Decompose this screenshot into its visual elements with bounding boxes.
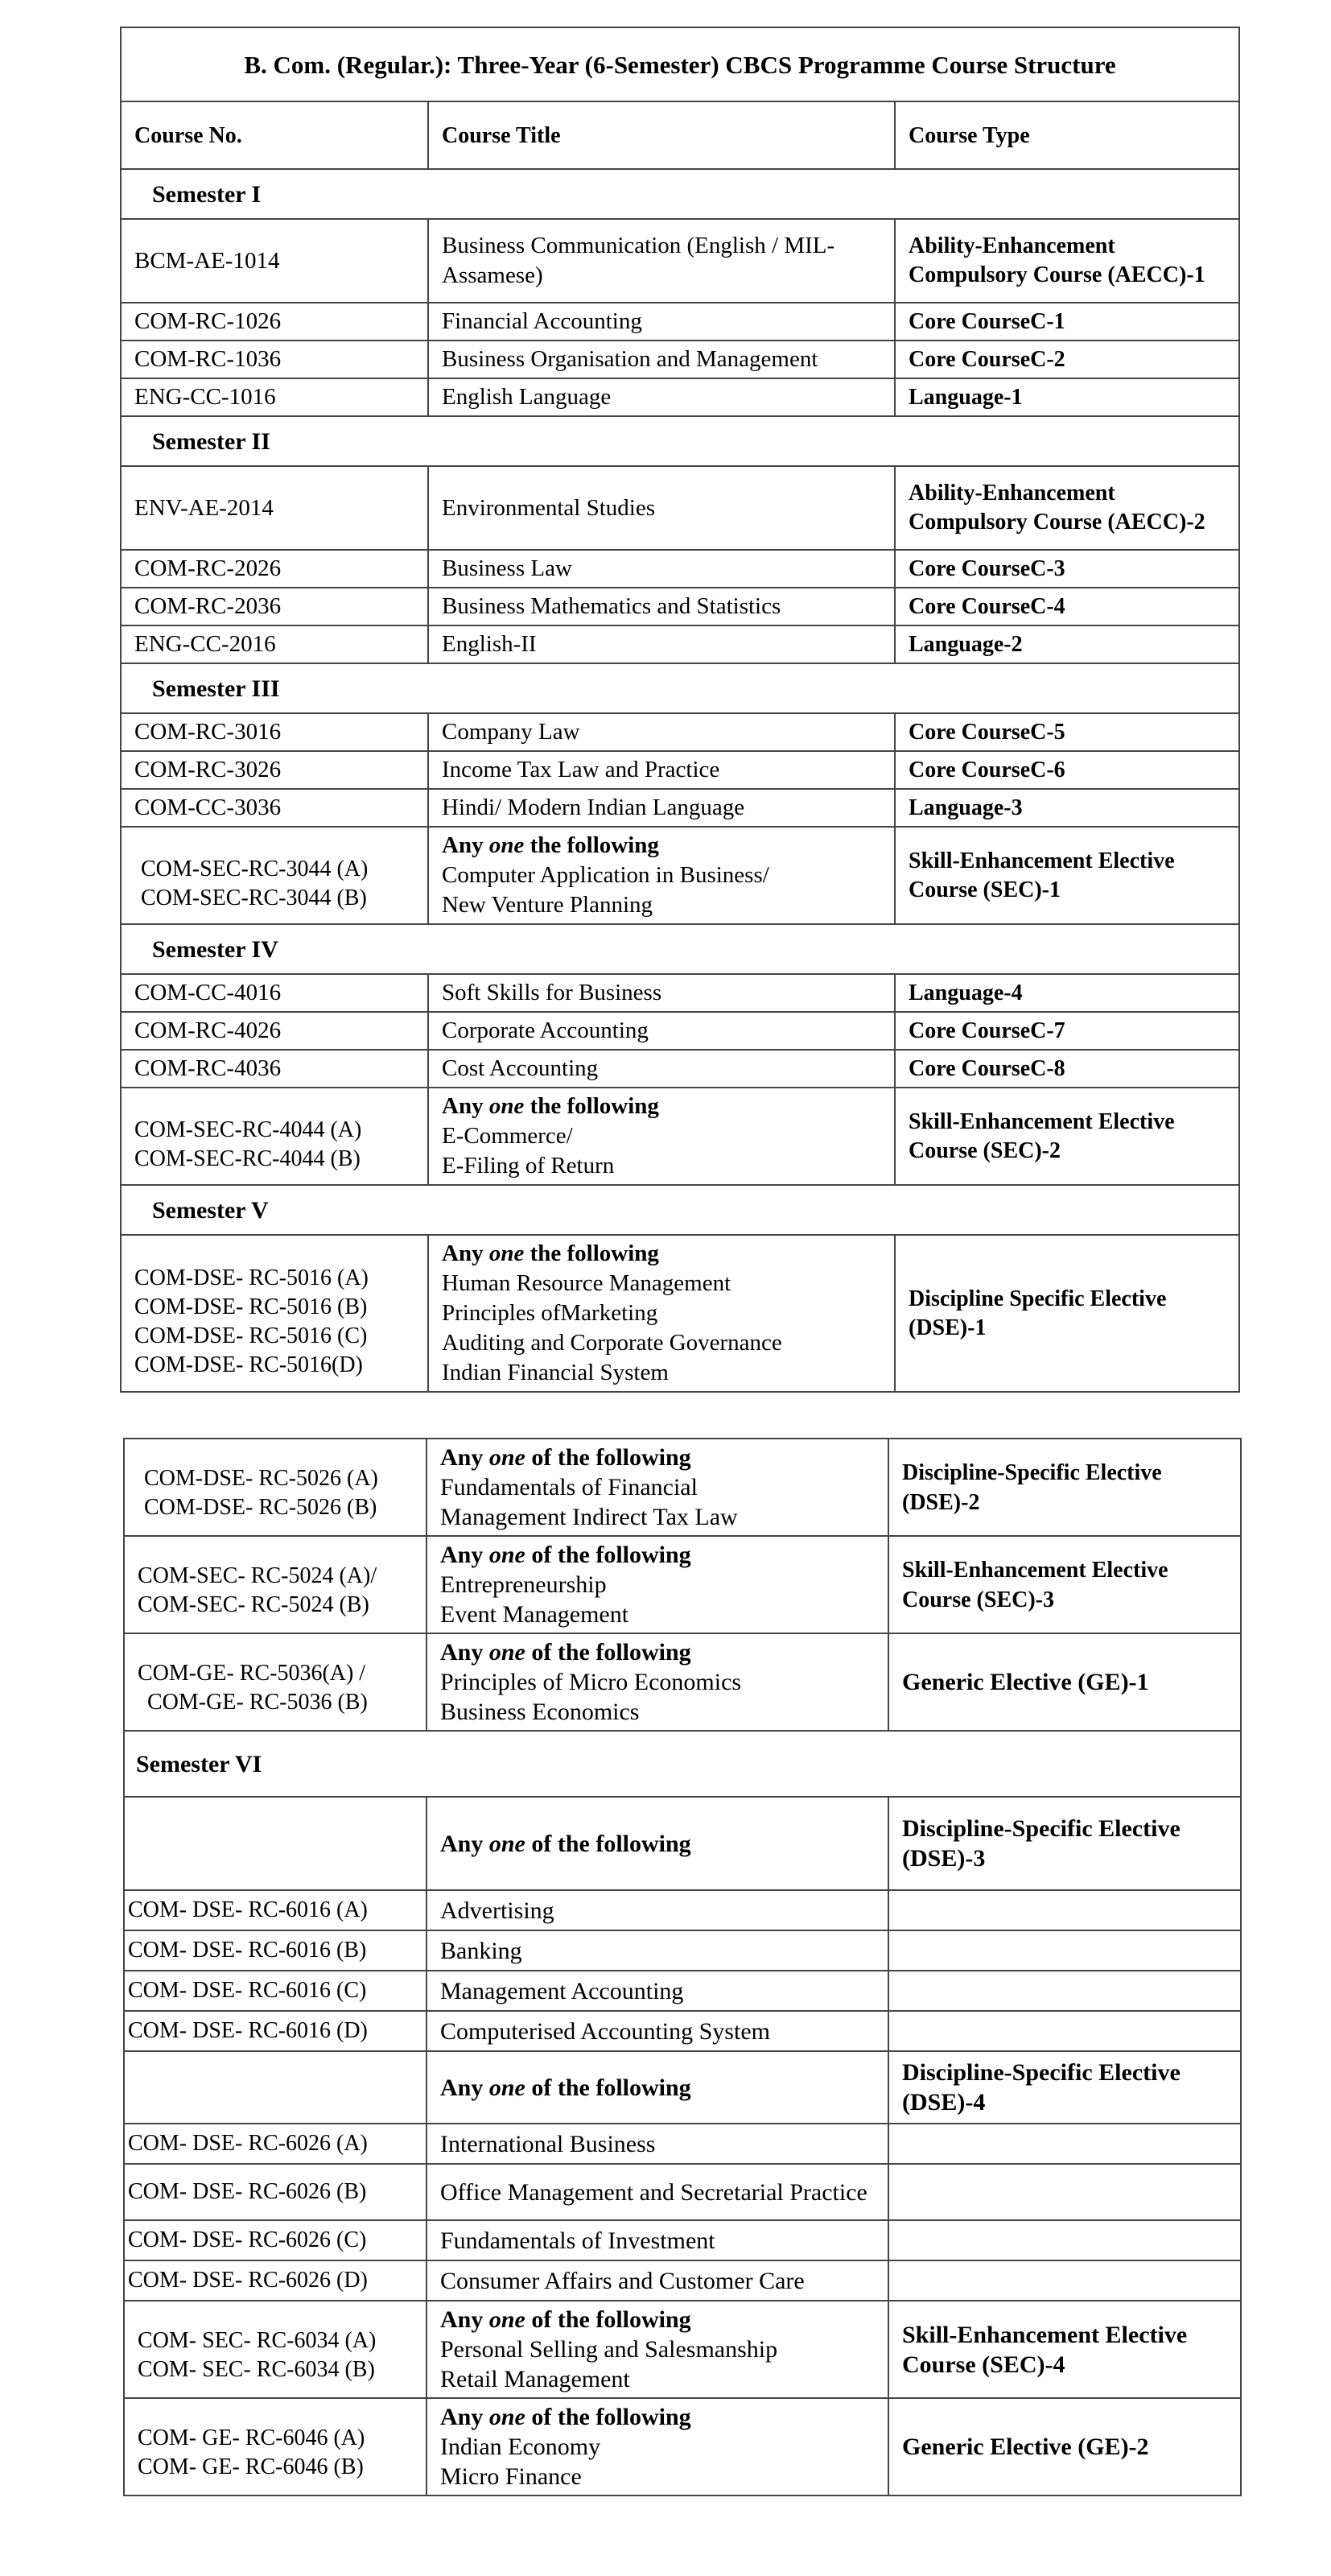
course-type: Core CourseC-7 <box>895 1012 1239 1050</box>
course-title: International Business <box>426 2124 888 2164</box>
table-row <box>121 1012 1239 1050</box>
course-code: COM-CC-4016 <box>121 974 428 1012</box>
any-one-instruction: Any one of the following <box>440 2404 691 2430</box>
course-code: COM-DSE- RC-5016 (C) <box>134 1323 368 1348</box>
course-title: Consumer Affairs and Customer Care <box>426 2260 888 2301</box>
any-one-instruction: Any one the following <box>442 832 659 858</box>
course-code: COM-RC-2036 <box>121 588 428 625</box>
semester-5-heading: Semester V <box>121 1185 1239 1235</box>
table-row <box>121 713 1239 751</box>
course-title: Computerised Accounting System <box>426 2011 888 2051</box>
table-row <box>121 625 1239 663</box>
course-code: COM- GE- RC-6046 (B) <box>138 2454 364 2479</box>
course-options <box>426 2398 888 2496</box>
header-course-type: Course Type <box>895 101 1239 169</box>
table-row <box>124 1439 1241 1536</box>
course-title: Cost Accounting <box>428 1050 895 1088</box>
course-title: Environmental Studies <box>428 466 895 550</box>
course-options <box>428 1235 895 1392</box>
course-code-group <box>124 1439 426 1536</box>
course-code: BCM-AE-1014 <box>121 219 428 303</box>
course-code: COM-RC-2026 <box>121 550 428 588</box>
page-title: B. Com. (Regular.): Three-Year (6-Semester) CBCS Programme Course Structure <box>121 27 1239 101</box>
course-option: Principles ofMarketing <box>442 1300 658 1326</box>
course-title: Business Law <box>428 550 895 588</box>
course-option: E-Filing of Return <box>442 1153 615 1179</box>
table-row <box>121 1050 1239 1088</box>
course-type <box>888 2220 1241 2260</box>
table-row <box>124 1797 1241 1890</box>
table-row <box>124 1536 1241 1633</box>
course-type <box>888 2011 1241 2051</box>
course-option: Auditing and Corporate Governance <box>442 1330 782 1356</box>
course-option: Retail Management <box>440 2366 630 2392</box>
course-code: COM-RC-3026 <box>121 751 428 789</box>
table-row <box>124 2011 1241 2051</box>
course-option: E-Commerce/ <box>442 1123 573 1149</box>
header-row <box>121 101 1239 169</box>
semester-row <box>121 416 1239 466</box>
any-one-instruction: Any one of the following <box>440 2306 691 2333</box>
course-title: Business Communication (English / MIL-Assamese) <box>428 219 895 303</box>
course-code: COM-SEC-RC-4044 (A) <box>134 1117 362 1142</box>
table-row <box>121 1235 1239 1392</box>
course-title: Advertising <box>426 1890 888 1930</box>
course-code <box>124 2051 426 2124</box>
course-type: Language-4 <box>895 974 1239 1012</box>
course-code: ENV-AE-2014 <box>121 466 428 550</box>
course-title: Corporate Accounting <box>428 1012 895 1050</box>
course-type: Discipline-Specific Elective (DSE)-4 <box>888 2051 1241 2124</box>
course-title: English-II <box>428 625 895 663</box>
course-type: Skill-Enhancement Elective Course (SEC)-3 <box>888 1536 1241 1633</box>
table-row <box>124 2164 1241 2220</box>
course-code: ENG-CC-2016 <box>121 625 428 663</box>
course-type <box>888 2124 1241 2164</box>
course-type: Core CourseC-5 <box>895 713 1239 751</box>
course-type: Ability-Enhancement Compulsory Course (AECC)-1 <box>895 219 1239 303</box>
table-row <box>124 2260 1241 2301</box>
table-row <box>124 2124 1241 2164</box>
course-structure-table-part-2 <box>123 1438 1242 2496</box>
any-one-instruction: Any one the following <box>442 1093 659 1119</box>
course-code-group <box>124 1536 426 1633</box>
course-title: Company Law <box>428 713 895 751</box>
course-title: Management Accounting <box>426 1971 888 2011</box>
table-title-row <box>121 27 1239 101</box>
course-code-group <box>121 1235 428 1392</box>
course-option: Indian Financial System <box>442 1360 669 1385</box>
course-options <box>426 1536 888 1633</box>
table-row <box>121 974 1239 1012</box>
course-type: Language-3 <box>895 789 1239 827</box>
course-option: Entrepreneurship <box>440 1571 607 1598</box>
course-type: Skill-Enhancement Elective Course (SEC)-4 <box>888 2301 1241 2398</box>
header-course-title: Course Title <box>428 101 895 169</box>
semester-row <box>121 1185 1239 1235</box>
course-code: COM-DSE- RC-5016(D) <box>134 1352 363 1377</box>
course-code: COM-RC-3016 <box>121 713 428 751</box>
course-code: COM- DSE- RC-6016 (B) <box>124 1930 426 1971</box>
course-code: COM- DSE- RC-6016 (C) <box>124 1971 426 2011</box>
course-code: COM-GE- RC-5036(A) / <box>138 1660 366 1686</box>
course-type: Core CourseC-8 <box>895 1050 1239 1088</box>
course-code: COM-DSE- RC-5026 (B) <box>144 1494 377 1520</box>
table-row <box>124 1633 1241 1731</box>
course-type: Skill-Enhancement Elective Course (SEC)-2 <box>895 1088 1239 1185</box>
course-title: English Language <box>428 378 895 416</box>
course-code: ENG-CC-1016 <box>121 378 428 416</box>
course-type: Skill-Enhancement Elective Course (SEC)-1 <box>895 827 1239 924</box>
course-type: Language-2 <box>895 625 1239 663</box>
course-options <box>428 1088 895 1185</box>
course-option: Management Indirect Tax Law <box>440 1504 738 1530</box>
course-code: COM-SEC- RC-5024 (B) <box>138 1591 369 1617</box>
header-course-no: Course No. <box>121 101 428 169</box>
table-row <box>124 1890 1241 1930</box>
course-option: Micro Finance <box>440 2463 582 2490</box>
course-type: Core CourseC-4 <box>895 588 1239 625</box>
course-structure-table-part-1 <box>120 27 1240 1393</box>
course-type <box>888 1971 1241 2011</box>
course-type: Generic Elective (GE)-1 <box>888 1633 1241 1731</box>
any-one-instruction: Any one of the following <box>426 1797 888 1890</box>
semester-6-heading: Semester VI <box>124 1731 1241 1797</box>
course-code: COM- DSE- RC-6026 (A) <box>124 2124 426 2164</box>
table-row <box>121 1088 1239 1185</box>
table-row <box>121 303 1239 341</box>
table-row <box>124 2051 1241 2124</box>
course-code: COM- SEC- RC-6034 (B) <box>138 2356 375 2382</box>
course-code: COM- DSE- RC-6016 (D) <box>124 2011 426 2051</box>
course-code: COM-SEC-RC-3044 (B) <box>141 885 367 910</box>
course-code: COM-CC-3036 <box>121 789 428 827</box>
course-title: Office Management and Secretarial Practice <box>426 2164 888 2220</box>
course-title: Financial Accounting <box>428 303 895 341</box>
course-code: COM-SEC-RC-4044 (B) <box>134 1146 361 1171</box>
table-row <box>121 827 1239 924</box>
course-title: Hindi/ Modern Indian Language <box>428 789 895 827</box>
course-code: COM-RC-1036 <box>121 341 428 378</box>
course-type: Language-1 <box>895 378 1239 416</box>
course-title: Soft Skills for Business <box>428 974 895 1012</box>
course-code-group <box>121 827 428 924</box>
semester-row <box>121 924 1239 974</box>
course-type: Core CourseC-6 <box>895 751 1239 789</box>
semester-4-heading: Semester IV <box>121 924 1239 974</box>
course-type: Discipline-Specific Elective (DSE)-2 <box>888 1439 1241 1536</box>
course-title: Business Mathematics and Statistics <box>428 588 895 625</box>
table-row <box>121 751 1239 789</box>
course-code: COM-DSE- RC-5016 (B) <box>134 1294 368 1319</box>
course-code-group <box>124 2301 426 2398</box>
course-type: Core CourseC-3 <box>895 550 1239 588</box>
semester-row <box>121 663 1239 713</box>
course-option: Fundamentals of Financial <box>440 1474 698 1501</box>
course-type: Ability-Enhancement Compulsory Course (AECC)-2 <box>895 466 1239 550</box>
course-options <box>426 1633 888 1731</box>
course-option: Computer Application in Business/ <box>442 862 769 888</box>
course-title: Business Organisation and Management <box>428 341 895 378</box>
course-code: COM-GE- RC-5036 (B) <box>147 1689 368 1715</box>
course-code: COM-RC-1026 <box>121 303 428 341</box>
course-type: Core CourseC-1 <box>895 303 1239 341</box>
table-row <box>121 466 1239 550</box>
table-row <box>121 789 1239 827</box>
course-option: Business Economics <box>440 1699 640 1725</box>
course-options <box>426 1439 888 1536</box>
semester-2-heading: Semester II <box>121 416 1239 466</box>
table-row <box>121 219 1239 303</box>
course-type: Discipline Specific Elective (DSE)-1 <box>895 1235 1239 1392</box>
any-one-instruction: Any one the following <box>442 1241 659 1266</box>
course-code-group <box>124 2398 426 2496</box>
course-type <box>888 1890 1241 1930</box>
any-one-instruction: Any one of the following <box>426 2051 888 2124</box>
course-option: Event Management <box>440 1601 629 1628</box>
course-code: COM- DSE- RC-6016 (A) <box>124 1890 426 1930</box>
course-code: COM-SEC- RC-5024 (A)/ <box>138 1563 377 1588</box>
course-code: COM- DSE- RC-6026 (D) <box>124 2260 426 2301</box>
course-code: COM- SEC- RC-6034 (A) <box>138 2327 377 2353</box>
course-type: Discipline-Specific Elective (DSE)-3 <box>888 1797 1241 1890</box>
course-title: Fundamentals of Investment <box>426 2220 888 2260</box>
course-type <box>888 2260 1241 2301</box>
course-type <box>888 1930 1241 1971</box>
table-row <box>124 2220 1241 2260</box>
course-option: Principles of Micro Economics <box>440 1669 742 1695</box>
course-type <box>888 2164 1241 2220</box>
course-code <box>124 1797 426 1890</box>
course-title: Income Tax Law and Practice <box>428 751 895 789</box>
course-options <box>428 827 895 924</box>
any-one-instruction: Any one of the following <box>440 1542 691 1568</box>
course-option: Indian Economy <box>440 2434 601 2460</box>
table-row <box>124 1971 1241 2011</box>
semester-row <box>124 1731 1241 1797</box>
table-row <box>121 550 1239 588</box>
course-code: COM-RC-4026 <box>121 1012 428 1050</box>
any-one-instruction: Any one of the following <box>440 1639 691 1666</box>
course-code: COM- DSE- RC-6026 (B) <box>124 2164 426 2220</box>
course-code: COM- DSE- RC-6026 (C) <box>124 2220 426 2260</box>
course-code: COM-DSE- RC-5026 (A) <box>144 1465 378 1491</box>
course-code: COM-DSE- RC-5016 (A) <box>134 1265 369 1290</box>
course-option: New Venture Planning <box>442 892 653 918</box>
course-title: Banking <box>426 1930 888 1971</box>
course-code-group <box>121 1088 428 1185</box>
course-options <box>426 2301 888 2398</box>
course-code: COM-RC-4036 <box>121 1050 428 1088</box>
semester-3-heading: Semester III <box>121 663 1239 713</box>
table-row <box>124 2301 1241 2398</box>
course-option: Human Resource Management <box>442 1270 731 1296</box>
any-one-instruction: Any one of the following <box>440 1444 691 1471</box>
table-row <box>124 2398 1241 2496</box>
course-option: Personal Selling and Salesmanship <box>440 2336 778 2363</box>
course-type: Generic Elective (GE)-2 <box>888 2398 1241 2496</box>
course-code-group <box>124 1633 426 1731</box>
course-code: COM-SEC-RC-3044 (A) <box>141 856 369 881</box>
table-row <box>121 341 1239 378</box>
table-row <box>121 378 1239 416</box>
semester-row <box>121 169 1239 219</box>
course-code: COM- GE- RC-6046 (A) <box>138 2425 365 2450</box>
course-type: Core CourseC-2 <box>895 341 1239 378</box>
table-row <box>121 588 1239 625</box>
semester-1-heading: Semester I <box>121 169 1239 219</box>
table-row <box>124 1930 1241 1971</box>
